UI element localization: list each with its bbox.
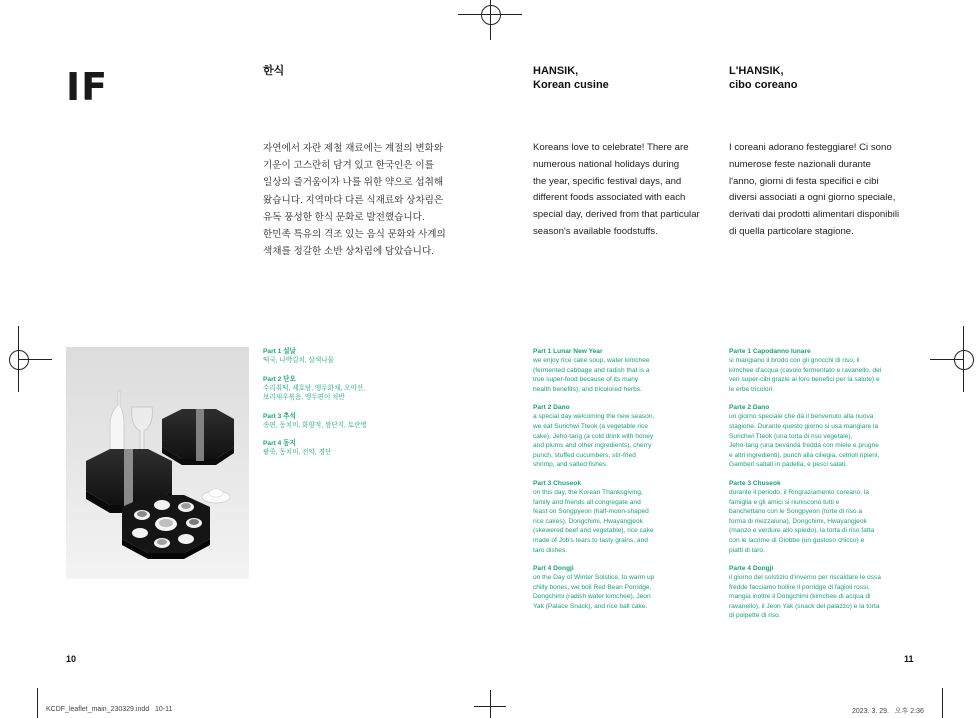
part-block	[729, 564, 919, 621]
body-line: numerose feste nazionali durante	[729, 158, 871, 170]
part-line: cake), Jeho-tang (a cold drink with honey	[533, 432, 654, 440]
part-heading: Part 2 Dano	[533, 404, 570, 412]
body-line: season's available foodstuffs.	[533, 225, 658, 237]
part-line: and plums and other ingredients), cherry	[533, 442, 652, 450]
body-line: different foods associated with each	[533, 192, 686, 204]
crop-mark	[942, 688, 943, 718]
body-line: l'anno, giorni di festa specifici e cibi	[729, 175, 879, 187]
part-heading: Part 2 단오	[263, 375, 296, 383]
part-line: 보리새우볶음, 앵두편이 차반	[263, 394, 345, 402]
part-line: famiglia e gli amici si riuniscono tutti e	[729, 498, 840, 506]
part-line: Yak (Palace Snack), and rice ball cake.	[533, 602, 648, 610]
parts-english	[533, 347, 708, 620]
part-block	[263, 439, 443, 458]
body-line: 유독 풍성한 한식 문화로 발전했습니다.	[263, 211, 425, 223]
part-line: con le lacrime di Giobbe (un gustoso chicco) e	[729, 536, 865, 544]
part-line: si mangiano il brodo con gli gnocchi di riso, il	[729, 357, 860, 364]
part-heading: Part 3 Chuseok	[533, 479, 582, 487]
part-line: forma di mezzaluna), Dongchimi, Hwayangjeok	[729, 517, 867, 525]
part-line: (skewered beef and vegetable), rice cake	[533, 527, 654, 535]
part-line: le erbe tricolori.	[729, 385, 775, 393]
body-english	[533, 140, 703, 241]
body-line: 일상의 즐거움이자 나를 위한 약으로 섭취해	[263, 177, 444, 189]
registration-mark	[9, 350, 29, 370]
part-line: di polpette di riso.	[729, 612, 781, 620]
part-block	[533, 403, 708, 470]
part-heading: Parte 3 Chuseok	[729, 479, 781, 487]
part-line: Jeho-tang (una bevanda fredda con miele e prugne	[729, 442, 879, 450]
part-line: kimchee d'acqua (cavolo fermentato e ravanello, dei	[729, 366, 882, 374]
part-line: we eat Surichwi Tteok (a vegetable rice	[533, 422, 648, 430]
body-line: 왔습니다. 지역마다 다른 식재료와 상차림은	[263, 194, 444, 206]
part-line: shrimp, and salted fishes.	[533, 461, 608, 469]
part-line: e altri ingredienti), punch alla ciliegia, cetrioli ripieni,	[729, 451, 880, 459]
part-line: (manzo e verdure allo spiedo), la torta di riso fatta	[729, 527, 875, 535]
body-line: I coreani adorano festeggiare! Ci sono	[729, 142, 892, 153]
part-line: taro dishes.	[533, 546, 568, 554]
part-block	[263, 375, 443, 403]
part-block	[729, 479, 919, 555]
body-italian	[729, 140, 909, 241]
part-line: made of Job's tears to tasty grains, and	[533, 536, 648, 544]
part-heading: Part 1 Lunar New Year	[533, 348, 603, 355]
part-line: piatti di taro.	[729, 546, 765, 554]
part-line: mangia inoltre il Dongchimi (kimchee di acqua di	[729, 593, 871, 601]
crop-mark	[490, 690, 491, 718]
body-line: derivati dai prodotti alimentari disponibili	[729, 209, 900, 221]
parts-italian	[729, 347, 919, 630]
part-line: il giorno del solstizio d'inverno per riscaldare le ossa	[729, 574, 881, 582]
body-line: diversi associati a ogni giorno speciale,	[729, 192, 896, 204]
registration-mark	[481, 5, 501, 25]
korean-lacquer-boxes-photo	[66, 347, 249, 579]
part-heading: Parte 4 Dongji	[729, 565, 774, 573]
body-line: 색채를 정갈한 소반 상차림에 담았습니다.	[263, 246, 434, 258]
title-italian-line2: cibo coreano	[729, 79, 798, 91]
part-line: 수리취떡, 제호탕, 앵두화채, 오이선,	[263, 384, 365, 392]
part-line: health benefits), and tricolored herbs.	[533, 385, 642, 393]
part-block	[533, 479, 708, 555]
part-line: rice cakes), Dongchimi, Hwayangjeok	[533, 517, 643, 525]
slug-date-time: 2023. 3. 29. 오후 2:36	[852, 708, 924, 715]
part-line: feast on Songpyeon (half-moon-shaped	[533, 508, 649, 516]
part-block	[729, 347, 919, 394]
body-line: 자연에서 자란 제철 재료에는 계절의 변화와	[263, 143, 444, 154]
part-line: chilly bones, we boil Red Bean Porridge,	[533, 583, 652, 591]
part-line: Surichwi Tteok (una torta di riso vegetale),	[729, 432, 853, 440]
part-heading: Parte 1 Capodanno lunare	[729, 348, 811, 355]
part-line: veri super-cibi grazie ai loro benefici per la salute) e	[729, 376, 880, 384]
part-line: un giorno speciale che dà il benvenuto alla nuova	[729, 413, 874, 421]
title-english-line1: HANSIK,	[533, 65, 579, 77]
part-heading: Part 3 추석	[263, 412, 296, 420]
column-korean	[263, 64, 463, 260]
column-english	[533, 64, 703, 241]
body-line: the year, specific festival days, and	[533, 175, 682, 187]
brand-logo: IF	[66, 65, 109, 109]
part-line: family and friends all congregate and	[533, 498, 641, 506]
title-korean: 한식	[263, 65, 285, 77]
page-number-right: 11	[904, 654, 914, 664]
part-line: we enjoy rice cake soup, water kimchee	[533, 357, 650, 364]
part-heading: Part 4 동지	[263, 440, 296, 448]
crop-mark	[37, 688, 38, 718]
registration-mark	[954, 350, 974, 370]
part-heading: Part 4 Dongji	[533, 565, 574, 573]
part-line: fredde facciamo bollire il porridge di fagioli rossi,	[729, 583, 870, 591]
page-number-left: 10	[66, 654, 77, 664]
part-line: banchettano con le Songpyeon (torte di riso a	[729, 508, 863, 516]
part-heading: Parte 2 Dano	[729, 404, 770, 412]
part-block	[263, 412, 443, 431]
part-line: ravanello), il Jeon Yak (snack del palazzo) e la torta	[729, 602, 880, 610]
part-block	[729, 403, 919, 470]
body-line: Koreans love to celebrate! There are	[533, 142, 689, 153]
part-line: stagione. Durante questo giorno si usa mangiare la	[729, 422, 879, 430]
part-line: punch, stuffed cucumbers, stir-fried	[533, 451, 636, 459]
parts-korean	[263, 347, 443, 467]
part-line: Gamberi saltati in padella, e pesci salati.	[729, 461, 848, 469]
body-line: 기운이 고스란히 담겨 있고 한국인은 이를	[263, 160, 434, 172]
part-line: durante il periodo, il Ringraziamento coreano, la	[729, 488, 870, 496]
body-korean	[263, 140, 463, 260]
part-line: on this day, the Korean Thanksgiving,	[533, 488, 643, 496]
body-line: 한민족 특유의 격조 있는 음식 문화와 사계의	[263, 229, 446, 241]
body-line: special day, derived from that particular	[533, 209, 700, 221]
body-line: numerous national holidays during	[533, 158, 680, 170]
part-line: Dongchimi (radish water kimchee), Jeon	[533, 593, 651, 601]
title-italian-line1: L'HANSIK,	[729, 65, 784, 77]
part-line: true super-food because of its many	[533, 376, 639, 384]
crop-mark	[474, 706, 506, 707]
part-block	[263, 347, 443, 366]
part-block	[533, 347, 708, 394]
column-italian	[729, 64, 909, 241]
part-line: 송편, 동치미, 화양적, 쌈단지, 토란병	[263, 421, 367, 429]
part-heading: Part 1 설날	[263, 348, 296, 355]
part-line: 팥죽, 동치미, 전약, 경단	[263, 449, 332, 457]
body-line: di quella particolare stagione.	[729, 225, 854, 237]
part-line: 떡국, 나박김치, 삼색나물	[263, 357, 335, 364]
part-line: (fermented cabbage and radish that is a	[533, 366, 650, 374]
slug-file-info: KCDF_leaflet_main_230329.indd 10-11	[46, 706, 173, 713]
title-english-line2: Korean cusine	[533, 79, 609, 91]
part-block	[533, 564, 708, 611]
part-line: a special day welcoming the new season,	[533, 413, 655, 421]
part-line: on the Day of Winter Solstice, to warm up	[533, 574, 655, 582]
